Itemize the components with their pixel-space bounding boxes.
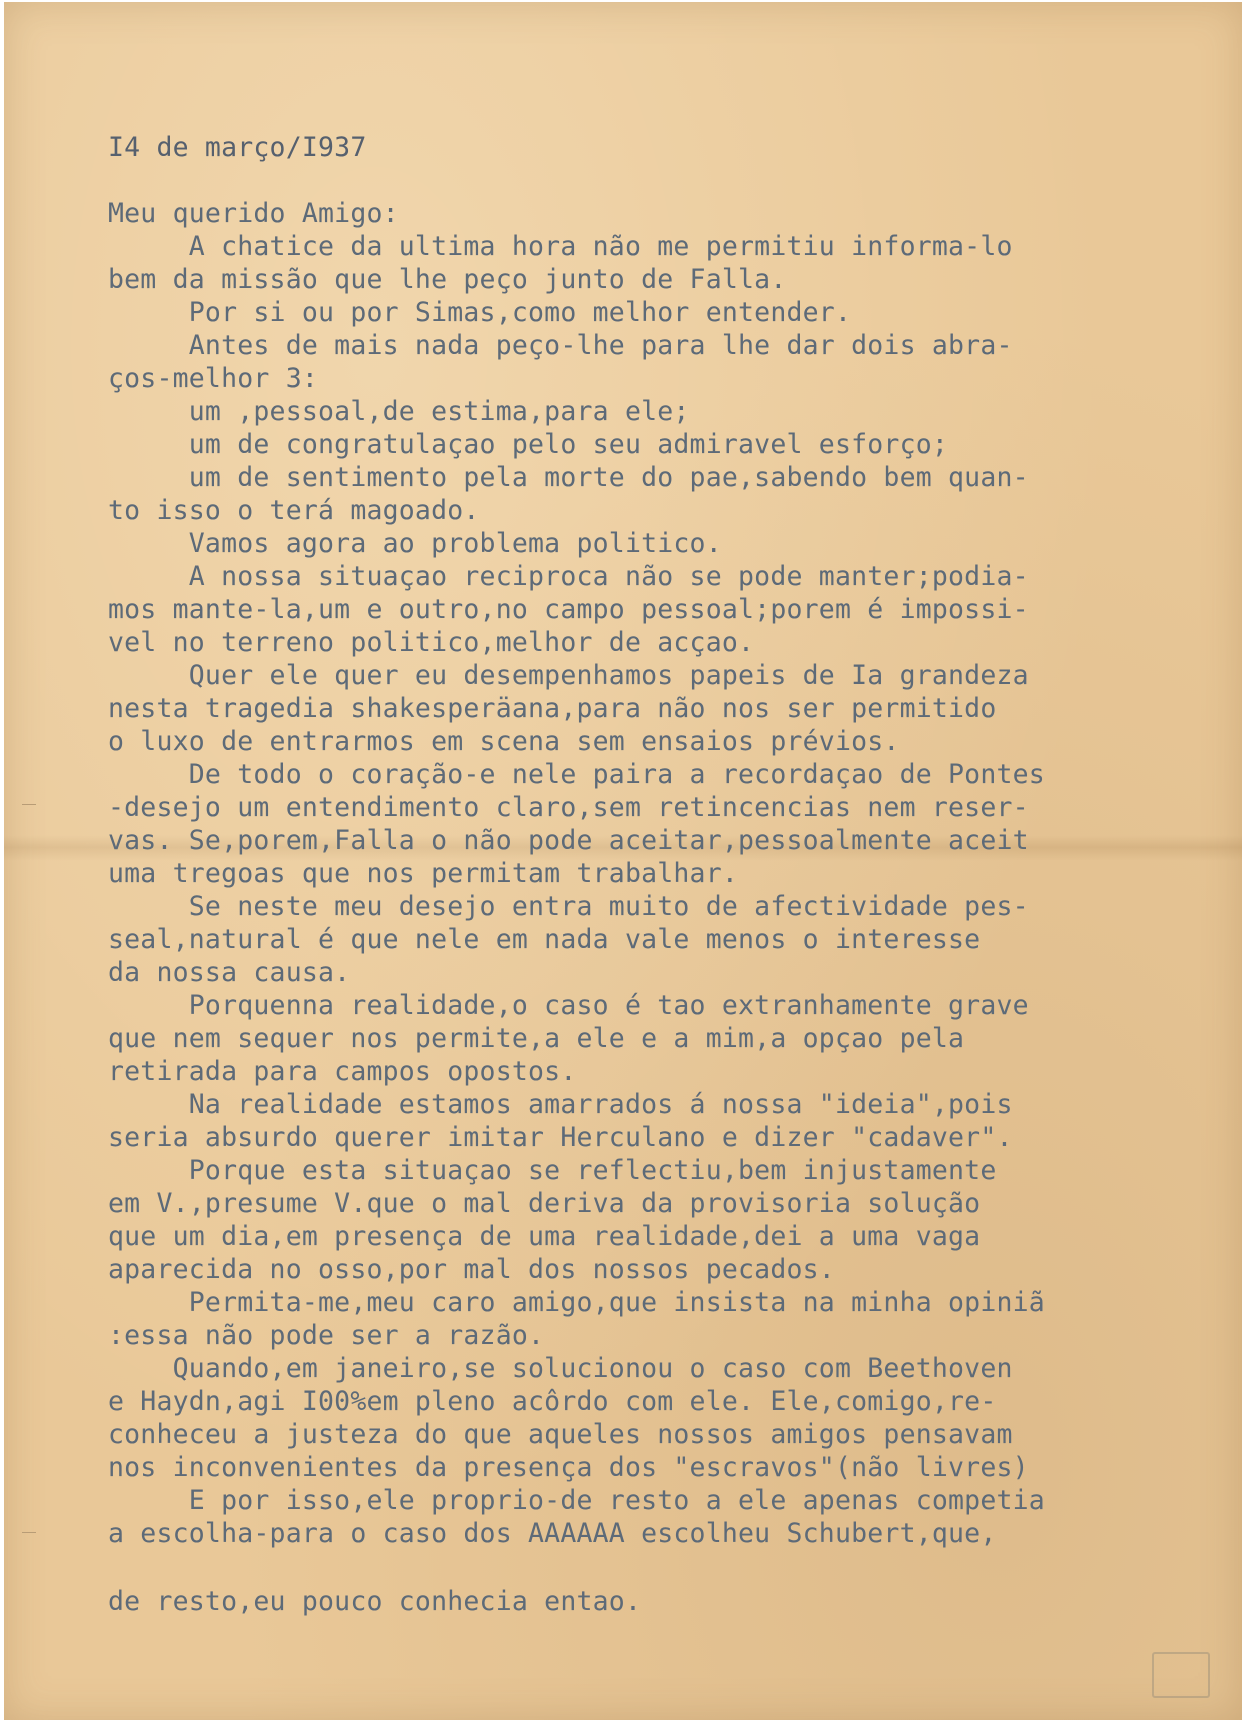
letter-line: Na realidade estamos amarrados á nossa "ideia",pois — [108, 1089, 1013, 1120]
letter-line: ços-melhor 3: — [108, 363, 319, 394]
letter-line: retirada para campos opostos. — [108, 1056, 577, 1087]
letter-line: mos mante-la,um e outro,no campo pessoal;porem é impossi- — [108, 594, 1029, 625]
letter-line: Permita-me,meu caro amigo,que insista na minha opiniã — [108, 1287, 1045, 1318]
letter-sheet — [4, 2, 1242, 1720]
letter-line: a escolha-para o caso dos AAAAAA escolheu Schubert,que, — [108, 1518, 997, 1549]
letter-line: um ,pessoal,de estima,para ele; — [108, 396, 690, 427]
letter-line: o luxo de entrarmos em scena sem ensaios prévios. — [108, 726, 900, 757]
letter-line: uma tregoas que nos permitam trabalhar. — [108, 858, 739, 889]
letter-line: Antes de mais nada peço-lhe para lhe dar dois abra- — [108, 330, 1013, 361]
letter-line: Vamos agora ao problema politico. — [108, 528, 722, 559]
letter-line: De todo o coração-e nele paira a recordaçao de Pontes — [108, 759, 1045, 790]
letter-line: da nossa causa. — [108, 957, 351, 988]
letter-line: bem da missão que lhe peço junto de Falla. — [108, 264, 787, 295]
letter-line: A chatice da ultima hora não me permitiu informa-lo — [108, 231, 1013, 262]
letter-line: que um dia,em presença de uma realidade,dei a uma vaga — [108, 1221, 981, 1252]
letter-line: em V.,presume V.que o mal deriva da provisoria solução — [108, 1188, 981, 1219]
letter-line: e Haydn,agi I00%em pleno acôrdo com ele. Ele,comigo,re- — [108, 1386, 997, 1417]
letter-line: nos inconvenientes da presença dos "escravos"(não livres) — [108, 1452, 1029, 1483]
letter-line: -desejo um entendimento claro,sem retincencias nem reser- — [108, 792, 1029, 823]
faded-stamp-mark — [1152, 1652, 1210, 1698]
letter-line: Por si ou por Simas,como melhor entender. — [108, 297, 852, 328]
letter-line: vel no terreno politico,melhor de acçao. — [108, 627, 755, 658]
letter-line: um de congratulaçao pelo seu admiravel esforço; — [108, 429, 949, 460]
letter-line: seal,natural é que nele em nada vale menos o interesse — [108, 924, 981, 955]
letter-line: nesta tragedia shakesperäana,para não nos ser permitido — [108, 693, 997, 724]
letter-line: Se neste meu desejo entra muito de afectividade pes- — [108, 891, 1029, 922]
letter-line: A nossa situaçao reciproca não se pode manter;podia- — [108, 561, 1029, 592]
letter-line: Porquenna realidade,o caso é tao extranhamente grave — [108, 990, 1029, 1021]
letter-line: Meu querido Amigo: — [108, 198, 399, 229]
letter-line: to isso o terá magoado. — [108, 495, 480, 526]
letter-line: Quer ele quer eu desempenhamos papeis de Ia grandeza — [108, 660, 1029, 691]
letter-closing-line: de resto,eu pouco conhecia entao. — [108, 1586, 642, 1617]
letter-line: :essa não pode ser a razão. — [108, 1320, 545, 1351]
letter-body — [4, 2, 1242, 1720]
letter-line: conheceu a justeza do que aqueles nossos amigos pensavam — [108, 1419, 1013, 1450]
letter-line: seria absurdo querer imitar Herculano e dizer "cadaver". — [108, 1122, 1013, 1153]
letter-line: Porque esta situaçao se reflectiu,bem injustamente — [108, 1155, 997, 1186]
letter-line: Quando,em janeiro,se solucionou o caso com Beethoven — [108, 1353, 1013, 1384]
letter-line: que nem sequer nos permite,a ele e a mim,a opçao pela — [108, 1023, 965, 1054]
letter-line: aparecida no osso,por mal dos nossos pecados. — [108, 1254, 835, 1285]
letter-date: I4 de março/I937 — [108, 132, 367, 163]
letter-line: um de sentimento pela morte do pae,sabendo bem quan- — [108, 462, 1029, 493]
letter-line: vas. Se,porem,Falla o não pode aceitar,pessoalmente aceit — [108, 825, 1029, 856]
letter-line: E por isso,ele proprio-de resto a ele apenas competia — [108, 1485, 1045, 1516]
